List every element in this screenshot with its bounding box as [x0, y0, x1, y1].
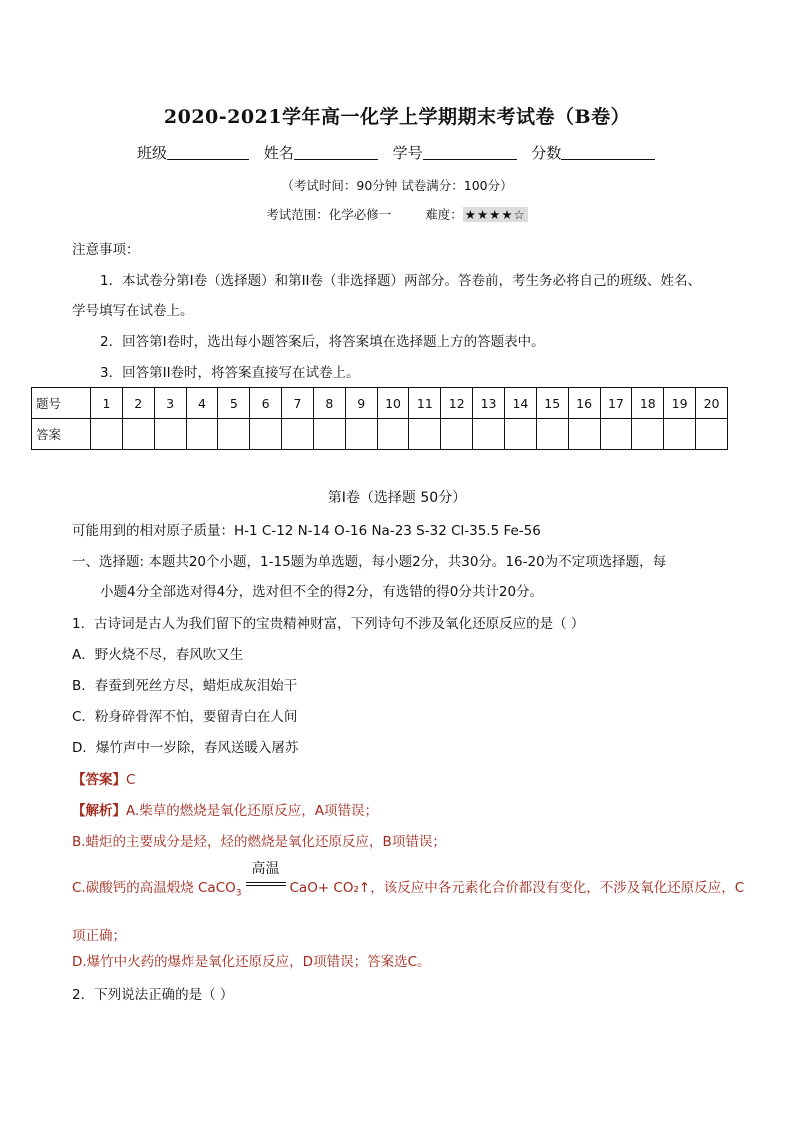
student-id-blank [423, 145, 517, 160]
question-1-option-c: C．粉身碎骨浑不怕，要留青白在人间 [72, 709, 298, 725]
question-number: 8 [313, 388, 345, 419]
exam-scope-line [0, 205, 794, 223]
question-number: 1 [91, 388, 123, 419]
answer-cell[interactable] [696, 419, 728, 450]
question-1-option-b: B．春蚕到死丝方尽，蜡炬成灰泪始干 [72, 678, 298, 694]
note-3: 3．回答第II卷时，将答案直接写在试卷上。 [100, 365, 360, 381]
question-number: 19 [664, 388, 696, 419]
difficulty-stars: ★★★★☆ [464, 207, 526, 222]
reaction-condition: 高温 [251, 861, 280, 877]
exam-scope: 考试范围：化学必修一 [266, 207, 392, 222]
score-label: 分数 [531, 144, 562, 162]
answer-cell[interactable] [568, 419, 600, 450]
question-1-option-d: D．爆竹声中一岁除，春风送暖入屠苏 [72, 740, 299, 756]
difficulty-label: 难度： [425, 207, 463, 222]
analysis-c-pre: C.碳酸钙的高温煅烧 CaCO [72, 880, 236, 896]
question-number: 17 [600, 388, 632, 419]
atomic-masses: 可能用到的相对原子质量：H-1 C-12 N-14 O-16 Na-23 S-32 Cl-35.5 Fe-56 [72, 523, 541, 539]
answer-cell[interactable] [186, 419, 218, 450]
question-1-analysis-d: D.爆竹中火药的爆炸是氧化还原反应，D项错误；答案选C。 [72, 954, 431, 970]
answer-cell[interactable] [154, 419, 186, 450]
answer-cell[interactable] [313, 419, 345, 450]
student-info-line [137, 142, 665, 163]
answer-cell[interactable] [473, 419, 505, 450]
answer-cell[interactable] [122, 419, 154, 450]
question-1-analysis-a [72, 799, 378, 819]
answer-cell[interactable] [91, 419, 123, 450]
question-1-analysis-c-tail: 项正确； [72, 928, 126, 944]
question-number: 16 [568, 388, 600, 419]
answer-cell[interactable] [664, 419, 696, 450]
question-number: 11 [409, 388, 441, 419]
question-number: 4 [186, 388, 218, 419]
question-number: 14 [504, 388, 536, 419]
question-number: 18 [632, 388, 664, 419]
question-number-header: 题号 [32, 388, 91, 419]
answer-table-number-row [32, 388, 728, 419]
answer-value: C [126, 772, 136, 788]
answer-tag: 【答案】 [72, 772, 126, 788]
question-number: 7 [282, 388, 314, 419]
answer-cell[interactable] [345, 419, 377, 450]
question-number: 10 [377, 388, 409, 419]
class-label: 班级 [137, 144, 168, 162]
exam-meta: （考试时间：90分钟 试卷满分：100分） [281, 178, 513, 193]
question-1-analysis-b: B.蜡炬的主要成分是烃，烃的燃烧是氧化还原反应，B项错误； [72, 834, 446, 850]
question-1-stem: 1．古诗词是古人为我们留下的宝贵精神财富，下列诗句不涉及氧化还原反应的是（ ） [72, 616, 585, 632]
answer-cell[interactable] [536, 419, 568, 450]
answer-cell[interactable] [441, 419, 473, 450]
question-number: 20 [696, 388, 728, 419]
question-2-stem: 2．下列说法正确的是（ ） [72, 987, 234, 1003]
analysis-line-a: A.柴草的燃烧是氧化还原反应，A项错误； [126, 803, 379, 819]
answer-cell[interactable] [377, 419, 409, 450]
note-1: 1．本试卷分第I卷（选择题）和第II卷（非选择题）两部分。答卷前，考生务必将自己的班级、姓名、 [100, 273, 702, 289]
question-1-analysis-c [72, 861, 745, 899]
question-number: 15 [536, 388, 568, 419]
reaction-arrow [246, 861, 286, 898]
question-number: 5 [218, 388, 250, 419]
answer-cell[interactable] [409, 419, 441, 450]
answer-table-answer-row [32, 419, 728, 450]
section-instructions: 一、选择题: 本题共20个小题，1-15题为单选题，每小题2分，共30分。16-20为不定项选择题，每 [72, 554, 667, 570]
question-number: 3 [154, 388, 186, 419]
analysis-c-post: CaO+ CO₂↑，该反应中各元素化合价都没有变化，不涉及氧化还原反应，C [289, 880, 745, 896]
section-instructions-cont: 小题4分全部选对得4分，选对但不全的得2分，有选错的得0分共计20分。 [100, 584, 544, 600]
page-title: 2020-2021学年高一化学上学期期末考试卷（B卷） [163, 106, 631, 128]
student-id-label: 学号 [392, 144, 423, 162]
answer-cell[interactable] [504, 419, 536, 450]
question-number: 12 [441, 388, 473, 419]
note-2: 2．回答第I卷时，选出每小题答案后，将答案填在选择题上方的答题表中。 [100, 334, 545, 350]
name-blank [294, 145, 378, 160]
note-1-cont: 学号填写在试卷上。 [72, 303, 194, 319]
answer-cell[interactable] [218, 419, 250, 450]
analysis-tag: 【解析】 [72, 803, 126, 819]
answer-cell[interactable] [632, 419, 664, 450]
answer-header: 答案 [32, 419, 91, 450]
question-1-option-a: A．野火烧不尽，春风吹又生 [72, 647, 244, 663]
answer-table [31, 387, 728, 450]
class-blank [167, 145, 249, 160]
notes-title: 注意事项： [72, 242, 140, 258]
section-title: 第I卷（选择题 50分） [327, 490, 467, 506]
question-1-answer [72, 768, 135, 788]
question-number: 6 [250, 388, 282, 419]
answer-cell[interactable] [282, 419, 314, 450]
answer-cell[interactable] [600, 419, 632, 450]
analysis-c-subscript: 3 [235, 888, 242, 899]
question-number: 13 [473, 388, 505, 419]
answer-cell[interactable] [250, 419, 282, 450]
question-number: 2 [122, 388, 154, 419]
name-label: 姓名 [263, 144, 294, 162]
score-blank [561, 145, 655, 160]
question-number: 9 [345, 388, 377, 419]
